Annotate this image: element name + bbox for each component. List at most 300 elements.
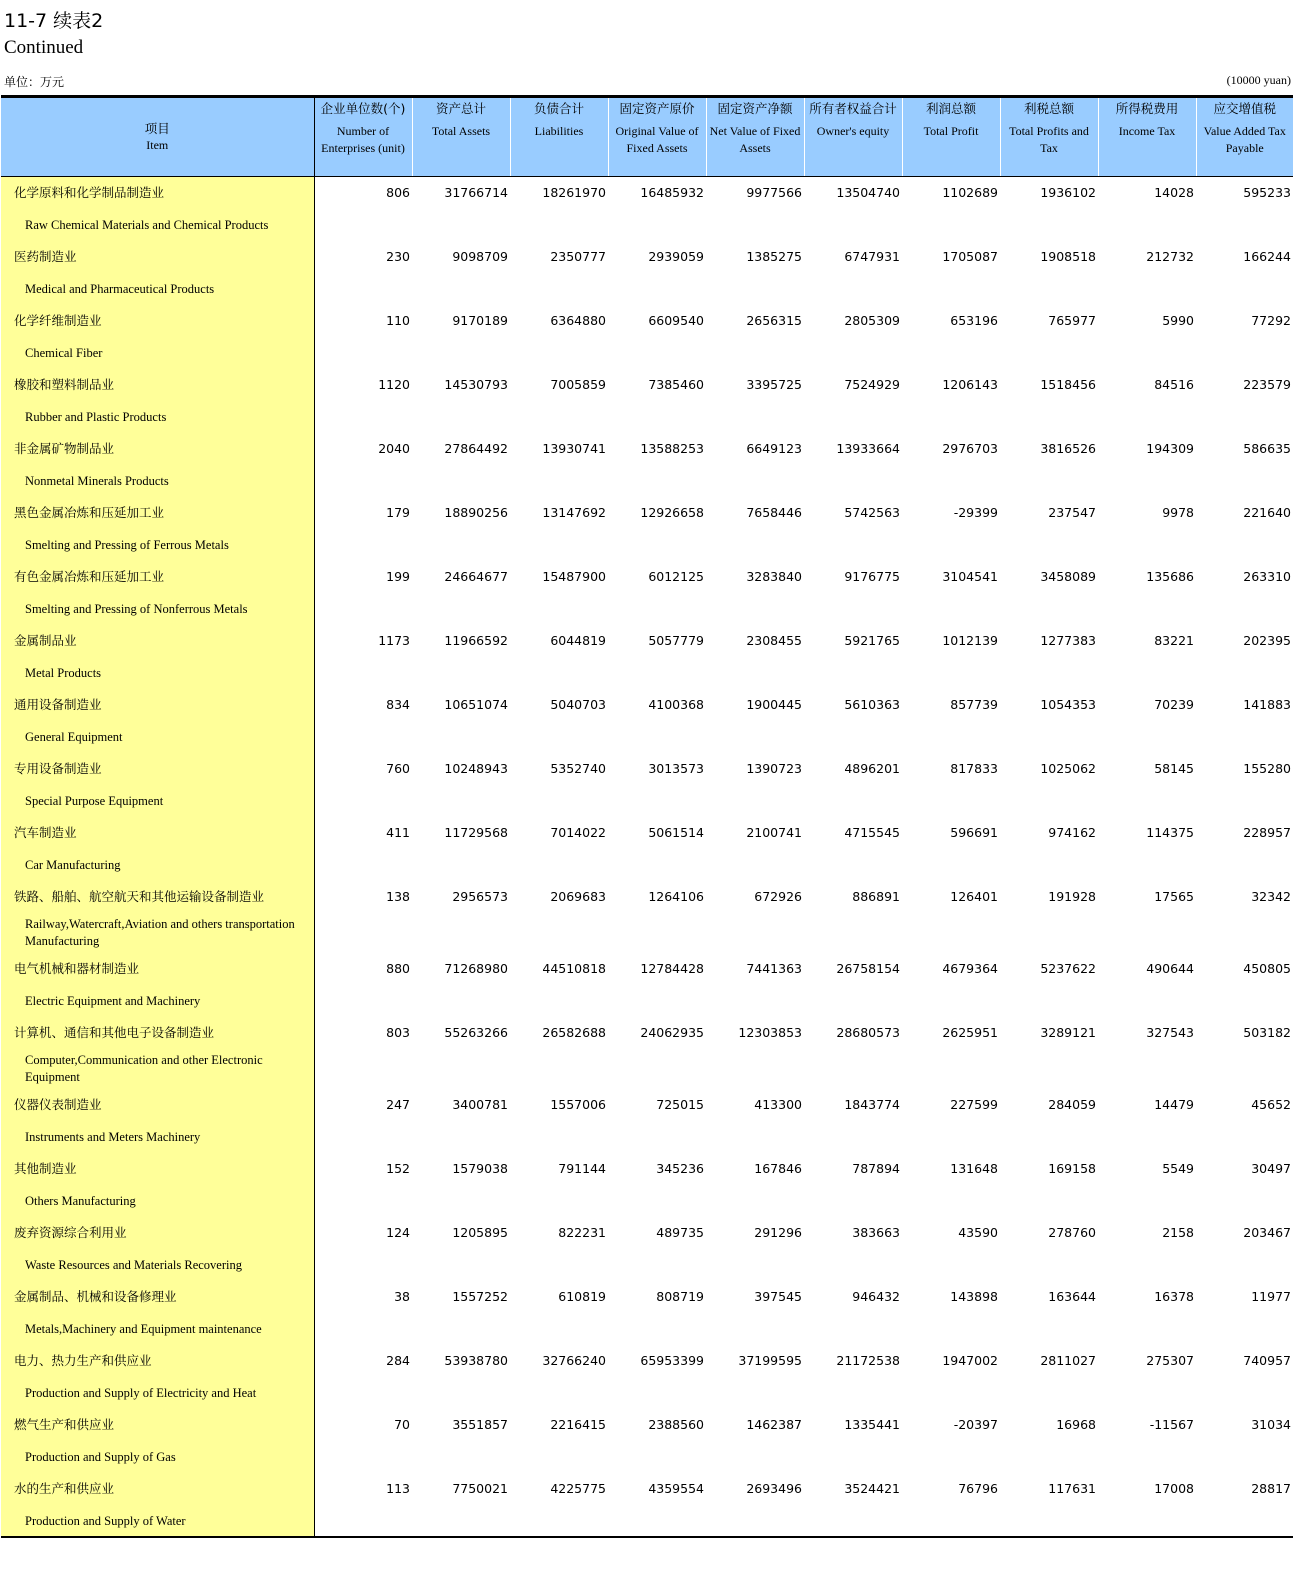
value-cell: 77292	[1251, 312, 1291, 328]
value-cell: 3551857	[452, 1416, 508, 1432]
row-item-cell	[1, 689, 314, 753]
row-item-name-en: Computer,Communication and other Electronic Equipment	[25, 1052, 263, 1084]
value-cell: 760	[386, 760, 410, 776]
value-cell: 143898	[950, 1288, 998, 1304]
value-cell: -11567	[1149, 1416, 1194, 1432]
row-item-name-en: Smelting and Pressing of Nonferrous Metals	[25, 601, 248, 616]
value-cell: 131648	[950, 1160, 998, 1176]
column-header	[902, 97, 1000, 177]
row-item-name-en: Chemical Fiber	[25, 345, 103, 360]
value-cell: 4896201	[844, 760, 900, 776]
row-item-name-en: Car Manufacturing	[25, 857, 121, 872]
unit-label-en: (10000 yuan)	[1226, 73, 1291, 87]
row-item-name-en: Metal Products	[25, 665, 102, 680]
row-item-name-cn: 汽车制造业	[14, 824, 77, 840]
value-cell: 1936102	[1040, 185, 1096, 200]
value-cell: 11729568	[444, 824, 508, 840]
value-cell: 3816526	[1040, 440, 1096, 456]
value-cell: 275307	[1146, 1352, 1194, 1368]
column-header-cn: 所有者权益合计	[809, 101, 897, 116]
row-item-cell	[1, 1409, 314, 1473]
value-cell: 13147692	[542, 504, 606, 520]
value-cell: 135686	[1146, 568, 1194, 584]
row-item-name-cn: 通用设备制造业	[14, 696, 102, 712]
column-header	[804, 97, 902, 177]
row-item-name-en: General Equipment	[25, 729, 123, 744]
value-cell: 212732	[1146, 248, 1194, 264]
value-cell: 1557252	[452, 1288, 508, 1304]
value-cell: 1947002	[942, 1352, 998, 1368]
row-item-cell	[1, 177, 314, 241]
value-cell: 24664677	[444, 568, 508, 584]
value-cell: 5549	[1162, 1160, 1194, 1176]
column-header-en: Total Profits and Tax	[1009, 124, 1089, 155]
value-cell: 1385275	[746, 248, 802, 264]
value-cell: 12303853	[738, 1024, 802, 1040]
value-cell: 15487900	[542, 568, 606, 584]
row-item-cell	[1, 561, 314, 625]
value-cell: 166244	[1243, 248, 1291, 264]
row-item-cell	[1, 1473, 314, 1537]
value-cell: 5742563	[844, 504, 900, 520]
value-cell: 37199595	[738, 1352, 802, 1368]
value-cell: 17565	[1154, 888, 1194, 904]
value-cell: 1205895	[452, 1224, 508, 1240]
table-row	[1, 561, 1293, 625]
row-item-name-cn: 金属制品、机械和设备修理业	[14, 1288, 177, 1304]
row-item-name-en: Others Manufacturing	[25, 1193, 136, 1208]
value-cell: 14530793	[444, 376, 508, 392]
column-header-cn: 固定资产原价	[619, 101, 695, 116]
table-row	[1, 369, 1293, 433]
value-cell: 11966592	[444, 632, 508, 648]
value-cell: 12784428	[640, 960, 704, 976]
value-cell: 10651074	[444, 696, 508, 712]
value-cell: -20397	[953, 1416, 998, 1432]
value-cell: 30497	[1251, 1160, 1291, 1176]
column-header	[1, 97, 314, 177]
value-cell: 155280	[1243, 760, 1291, 776]
value-cell: 227599	[950, 1096, 998, 1112]
value-cell: 1335441	[844, 1416, 900, 1432]
column-header-en: Original Value of Fixed Assets	[615, 124, 699, 155]
value-cell: 26758154	[836, 960, 900, 976]
value-cell: 9098709	[452, 248, 508, 264]
value-cell: 2939059	[648, 248, 704, 264]
table-row	[1, 1409, 1293, 1473]
value-cell: 1705087	[942, 248, 998, 264]
value-cell: 27864492	[444, 440, 508, 456]
value-cell: 237547	[1048, 504, 1096, 520]
value-cell: 413300	[754, 1096, 802, 1112]
column-header-en: Owner's equity	[816, 124, 890, 138]
value-cell: 4679364	[942, 960, 998, 976]
value-cell: 126401	[950, 888, 998, 904]
value-cell: 5990	[1162, 312, 1194, 328]
value-cell: 247	[386, 1096, 410, 1112]
value-cell: 6044819	[550, 632, 606, 648]
value-cell: 9978	[1162, 504, 1194, 520]
value-cell: 2216415	[550, 1416, 606, 1432]
value-cell: 291296	[754, 1224, 802, 1240]
value-cell: 503182	[1243, 1024, 1291, 1040]
row-item-name-en: Raw Chemical Materials and Chemical Products	[25, 218, 269, 232]
value-cell: 58145	[1154, 760, 1194, 776]
row-item-name-cn: 金属制品业	[14, 632, 77, 648]
value-cell: 946432	[852, 1288, 900, 1304]
value-cell: 14028	[1154, 185, 1194, 200]
value-cell: 203467	[1243, 1224, 1291, 1240]
value-cell: 84516	[1154, 376, 1194, 392]
row-item-name-cn: 其他制造业	[14, 1160, 77, 1176]
column-header-cn: 项目	[144, 120, 170, 136]
value-cell: 1579038	[452, 1160, 508, 1176]
value-cell: 221640	[1243, 504, 1291, 520]
value-cell: 787894	[852, 1160, 900, 1176]
row-item-name-cn: 非金属矿物制品业	[14, 440, 115, 456]
value-cell: 2350777	[550, 248, 606, 264]
column-header	[510, 97, 608, 177]
table-row	[1, 1473, 1293, 1537]
column-header	[706, 97, 804, 177]
column-header	[1098, 97, 1196, 177]
row-item-cell	[1, 1281, 314, 1345]
table-row	[1, 1017, 1293, 1089]
value-cell: 230	[386, 248, 410, 264]
value-cell: 113	[386, 1480, 410, 1496]
row-item-name-en: Special Purpose Equipment	[25, 793, 164, 808]
row-item-name-cn: 电气机械和器材制造业	[14, 960, 140, 976]
value-cell: 152	[386, 1160, 410, 1176]
value-cell: 803	[386, 1024, 410, 1040]
row-item-name-cn: 计算机、通信和其他电子设备制造业	[14, 1024, 215, 1040]
value-cell: 6364880	[550, 312, 606, 328]
column-header-cn: 利税总额	[1023, 101, 1074, 116]
value-cell: 124	[386, 1224, 410, 1240]
value-cell: 1102689	[942, 185, 998, 200]
value-cell: 191928	[1048, 888, 1096, 904]
value-cell: 3400781	[452, 1096, 508, 1112]
value-cell: 14479	[1154, 1096, 1194, 1112]
table-row	[1, 817, 1293, 881]
table-row	[1, 1345, 1293, 1409]
value-cell: 263310	[1243, 568, 1291, 584]
value-cell: 71268980	[444, 960, 508, 976]
row-item-name-en: Medical and Pharmaceutical Products	[25, 281, 215, 296]
value-cell: 53938780	[444, 1352, 508, 1368]
value-cell: 141883	[1243, 696, 1291, 712]
table-number-title: 11-7 续表2	[4, 10, 104, 32]
table-row	[1, 241, 1293, 305]
column-header-cn: 资产总计	[435, 101, 486, 116]
value-cell: 4359554	[648, 1480, 704, 1496]
value-cell: 26582688	[542, 1024, 606, 1040]
row-item-name-en: Railway,Watercraft,Aviation and others transportation Manufacturing	[25, 916, 295, 948]
value-cell: 1518456	[1040, 376, 1096, 392]
value-cell: 450805	[1243, 960, 1291, 976]
row-item-cell	[1, 305, 314, 369]
row-item-name-en: Electric Equipment and Machinery	[25, 993, 201, 1008]
unit-label-cn: 单位：万元	[4, 75, 65, 89]
row-item-name-en: Production and Supply of Water	[25, 1513, 186, 1528]
value-cell: 3395725	[746, 376, 802, 392]
value-cell: 44510818	[542, 960, 606, 976]
row-item-name-cn: 废弃资源综合利用业	[14, 1224, 127, 1240]
value-cell: 21172538	[836, 1352, 900, 1368]
value-cell: 4225775	[550, 1480, 606, 1496]
value-cell: 6747931	[844, 248, 900, 264]
row-item-name-en: Instruments and Meters Machinery	[25, 1129, 201, 1144]
value-cell: 70	[394, 1416, 410, 1432]
value-cell: 9176775	[844, 568, 900, 584]
value-cell: 817833	[950, 760, 998, 776]
column-header	[314, 97, 412, 177]
value-cell: 595233	[1243, 185, 1291, 200]
value-cell: 13930741	[542, 440, 606, 456]
value-cell: 179	[386, 504, 410, 520]
value-cell: 2388560	[648, 1416, 704, 1432]
value-cell: 397545	[754, 1288, 802, 1304]
value-cell: 1206143	[942, 376, 998, 392]
value-cell: 4715545	[844, 824, 900, 840]
table-row	[1, 881, 1293, 953]
value-cell: 10248943	[444, 760, 508, 776]
value-cell: 974162	[1048, 824, 1096, 840]
statistics-table	[1, 95, 1293, 1538]
value-cell: 806	[386, 185, 410, 200]
table-row	[1, 689, 1293, 753]
value-cell: 5237622	[1040, 960, 1096, 976]
value-cell: 5040703	[550, 696, 606, 712]
value-cell: 7658446	[746, 504, 802, 520]
row-item-name-cn: 黑色金属冶炼和压延加工业	[14, 504, 165, 520]
value-cell: 31034	[1251, 1416, 1291, 1432]
value-cell: 138	[386, 888, 410, 904]
row-item-name-en: Metals,Machinery and Equipment maintenance	[25, 1321, 262, 1336]
value-cell: 2805309	[844, 312, 900, 328]
value-cell: 7385460	[648, 376, 704, 392]
value-cell: 808719	[656, 1288, 704, 1304]
header-row	[1, 97, 1293, 177]
value-cell: 327543	[1146, 1024, 1194, 1040]
column-header-en: Item	[146, 137, 169, 152]
value-cell: 2069683	[550, 888, 606, 904]
value-cell: 2308455	[746, 632, 802, 648]
value-cell: 5352740	[550, 760, 606, 776]
table-row	[1, 497, 1293, 561]
value-cell: 822231	[558, 1224, 606, 1240]
value-cell: 278760	[1048, 1224, 1096, 1240]
row-item-cell	[1, 817, 314, 881]
value-cell: 13504740	[836, 185, 900, 200]
value-cell: 65953399	[640, 1352, 704, 1368]
row-item-name-cn: 燃气生产和供应业	[14, 1416, 115, 1432]
value-cell: 2040	[378, 440, 410, 456]
value-cell: 110	[386, 312, 410, 328]
value-cell: 1908518	[1040, 248, 1096, 264]
value-cell: 490644	[1146, 960, 1194, 976]
row-item-cell	[1, 1345, 314, 1409]
value-cell: 11977	[1251, 1288, 1291, 1304]
row-item-name-cn: 医药制造业	[14, 248, 77, 264]
value-cell: 1012139	[942, 632, 998, 648]
value-cell: 1025062	[1040, 760, 1096, 776]
table-row	[1, 433, 1293, 497]
value-cell: 6012125	[648, 568, 704, 584]
column-header-en: Net Value of Fixed Assets	[709, 124, 801, 155]
value-cell: 3283840	[746, 568, 802, 584]
value-cell: 199	[386, 568, 410, 584]
value-cell: 32766240	[542, 1352, 606, 1368]
value-cell: 13933664	[836, 440, 900, 456]
value-cell: 163644	[1048, 1288, 1096, 1304]
value-cell: 765977	[1048, 312, 1096, 328]
column-header	[608, 97, 706, 177]
value-cell: 1843774	[844, 1096, 900, 1112]
row-item-name-cn: 化学原料和化学制品制造业	[14, 185, 165, 200]
column-header-en: Number of Enterprises (unit)	[321, 124, 405, 155]
value-cell: 31766714	[444, 185, 508, 200]
value-cell: 610819	[558, 1288, 606, 1304]
table-row	[1, 1217, 1293, 1281]
row-item-cell	[1, 753, 314, 817]
value-cell: 2625951	[942, 1024, 998, 1040]
table-row	[1, 753, 1293, 817]
column-header-cn: 所得税费用	[1115, 101, 1179, 116]
value-cell: 70239	[1154, 696, 1194, 712]
value-cell: 55263266	[444, 1024, 508, 1040]
value-cell: 2158	[1162, 1224, 1194, 1240]
column-header-en: Liabilities	[534, 124, 584, 138]
value-cell: 167846	[754, 1160, 802, 1176]
value-cell: 1173	[378, 632, 410, 648]
column-header-cn: 企业单位数(个)	[320, 101, 406, 116]
value-cell: 7441363	[746, 960, 802, 976]
value-cell: 5061514	[648, 824, 704, 840]
row-item-cell	[1, 1153, 314, 1217]
row-item-name-cn: 橡胶和塑料制品业	[14, 376, 115, 392]
column-header-en: Value Added Tax Payable	[1203, 124, 1286, 155]
value-cell: 1900445	[746, 696, 802, 712]
value-cell: 6649123	[746, 440, 802, 456]
row-item-cell	[1, 497, 314, 561]
value-cell: 38	[394, 1288, 410, 1304]
column-header	[1000, 97, 1098, 177]
value-cell: 194309	[1146, 440, 1194, 456]
value-cell: 114375	[1146, 824, 1194, 840]
value-cell: 489735	[656, 1224, 704, 1240]
value-cell: 1054353	[1040, 696, 1096, 712]
value-cell: 2956573	[452, 888, 508, 904]
value-cell: 383663	[852, 1224, 900, 1240]
value-cell: 1390723	[746, 760, 802, 776]
value-cell: 3104541	[942, 568, 998, 584]
column-header-en: Income Tax	[1118, 124, 1176, 138]
value-cell: 2656315	[746, 312, 802, 328]
row-item-cell	[1, 1017, 314, 1089]
value-cell: 2976703	[942, 440, 998, 456]
value-cell: 3289121	[1040, 1024, 1096, 1040]
row-item-cell	[1, 953, 314, 1017]
row-item-name-cn: 仪器仪表制造业	[14, 1096, 102, 1112]
row-item-cell	[1, 1089, 314, 1153]
table-row	[1, 625, 1293, 689]
value-cell: 7524929	[844, 376, 900, 392]
value-cell: 2811027	[1040, 1352, 1096, 1368]
row-item-cell	[1, 1217, 314, 1281]
table-row	[1, 1089, 1293, 1153]
value-cell: 411	[386, 824, 410, 840]
value-cell: 653196	[950, 312, 998, 328]
value-cell: 43590	[958, 1224, 998, 1240]
continued-title: Continued	[4, 37, 84, 58]
value-cell: 586635	[1243, 440, 1291, 456]
column-header-cn: 固定资产净额	[717, 101, 793, 116]
value-cell: 9170189	[452, 312, 508, 328]
value-cell: 5057779	[648, 632, 704, 648]
value-cell: 791144	[558, 1160, 606, 1176]
row-item-name-cn: 水的生产和供应业	[14, 1480, 115, 1496]
value-cell: 880	[386, 960, 410, 976]
value-cell: 18261970	[542, 185, 606, 200]
value-cell: 7014022	[550, 824, 606, 840]
value-cell: 13588253	[640, 440, 704, 456]
value-cell: 725015	[656, 1096, 704, 1112]
column-header-cn: 利润总额	[925, 101, 976, 116]
row-item-cell	[1, 369, 314, 433]
value-cell: 28817	[1251, 1480, 1291, 1496]
row-item-name-en: Production and Supply of Gas	[25, 1449, 176, 1464]
value-cell: 7750021	[452, 1480, 508, 1496]
table-row	[1, 1281, 1293, 1345]
value-cell: 284059	[1048, 1096, 1096, 1112]
value-cell: 169158	[1048, 1160, 1096, 1176]
value-cell: 740957	[1243, 1352, 1291, 1368]
table-row	[1, 305, 1293, 369]
column-header-en: Total Assets	[431, 124, 491, 138]
value-cell: 202395	[1243, 632, 1291, 648]
column-header	[412, 97, 510, 177]
value-cell: 1120	[378, 376, 410, 392]
value-cell: 12926658	[640, 504, 704, 520]
row-item-name-cn: 有色金属冶炼和压延加工业	[14, 568, 165, 584]
value-cell: 9977566	[746, 185, 802, 200]
value-cell: 18890256	[444, 504, 508, 520]
row-item-name-cn: 铁路、船舶、航空航天和其他运输设备制造业	[14, 888, 265, 904]
value-cell: 1264106	[648, 888, 704, 904]
column-header-en: Total Profit	[923, 124, 979, 138]
row-item-name-en: Production and Supply of Electricity and Heat	[25, 1385, 257, 1400]
row-item-name-en: Nonmetal Minerals Products	[25, 473, 169, 488]
value-cell: 886891	[852, 888, 900, 904]
row-item-name-en: Rubber and Plastic Products	[25, 409, 167, 424]
value-cell: 1277383	[1040, 632, 1096, 648]
table-row	[1, 953, 1293, 1017]
value-cell: 2100741	[746, 824, 802, 840]
row-item-cell	[1, 433, 314, 497]
value-cell: 76796	[958, 1480, 998, 1496]
table-body	[1, 177, 1293, 1537]
table-row	[1, 1153, 1293, 1217]
value-cell: 6609540	[648, 312, 704, 328]
value-cell: 16378	[1154, 1288, 1194, 1304]
value-cell: 1557006	[550, 1096, 606, 1112]
value-cell: 857739	[950, 696, 998, 712]
row-item-name-cn: 专用设备制造业	[14, 760, 102, 776]
table-header	[1, 97, 1293, 177]
value-cell: 32342	[1251, 888, 1291, 904]
row-item-cell	[1, 241, 314, 305]
